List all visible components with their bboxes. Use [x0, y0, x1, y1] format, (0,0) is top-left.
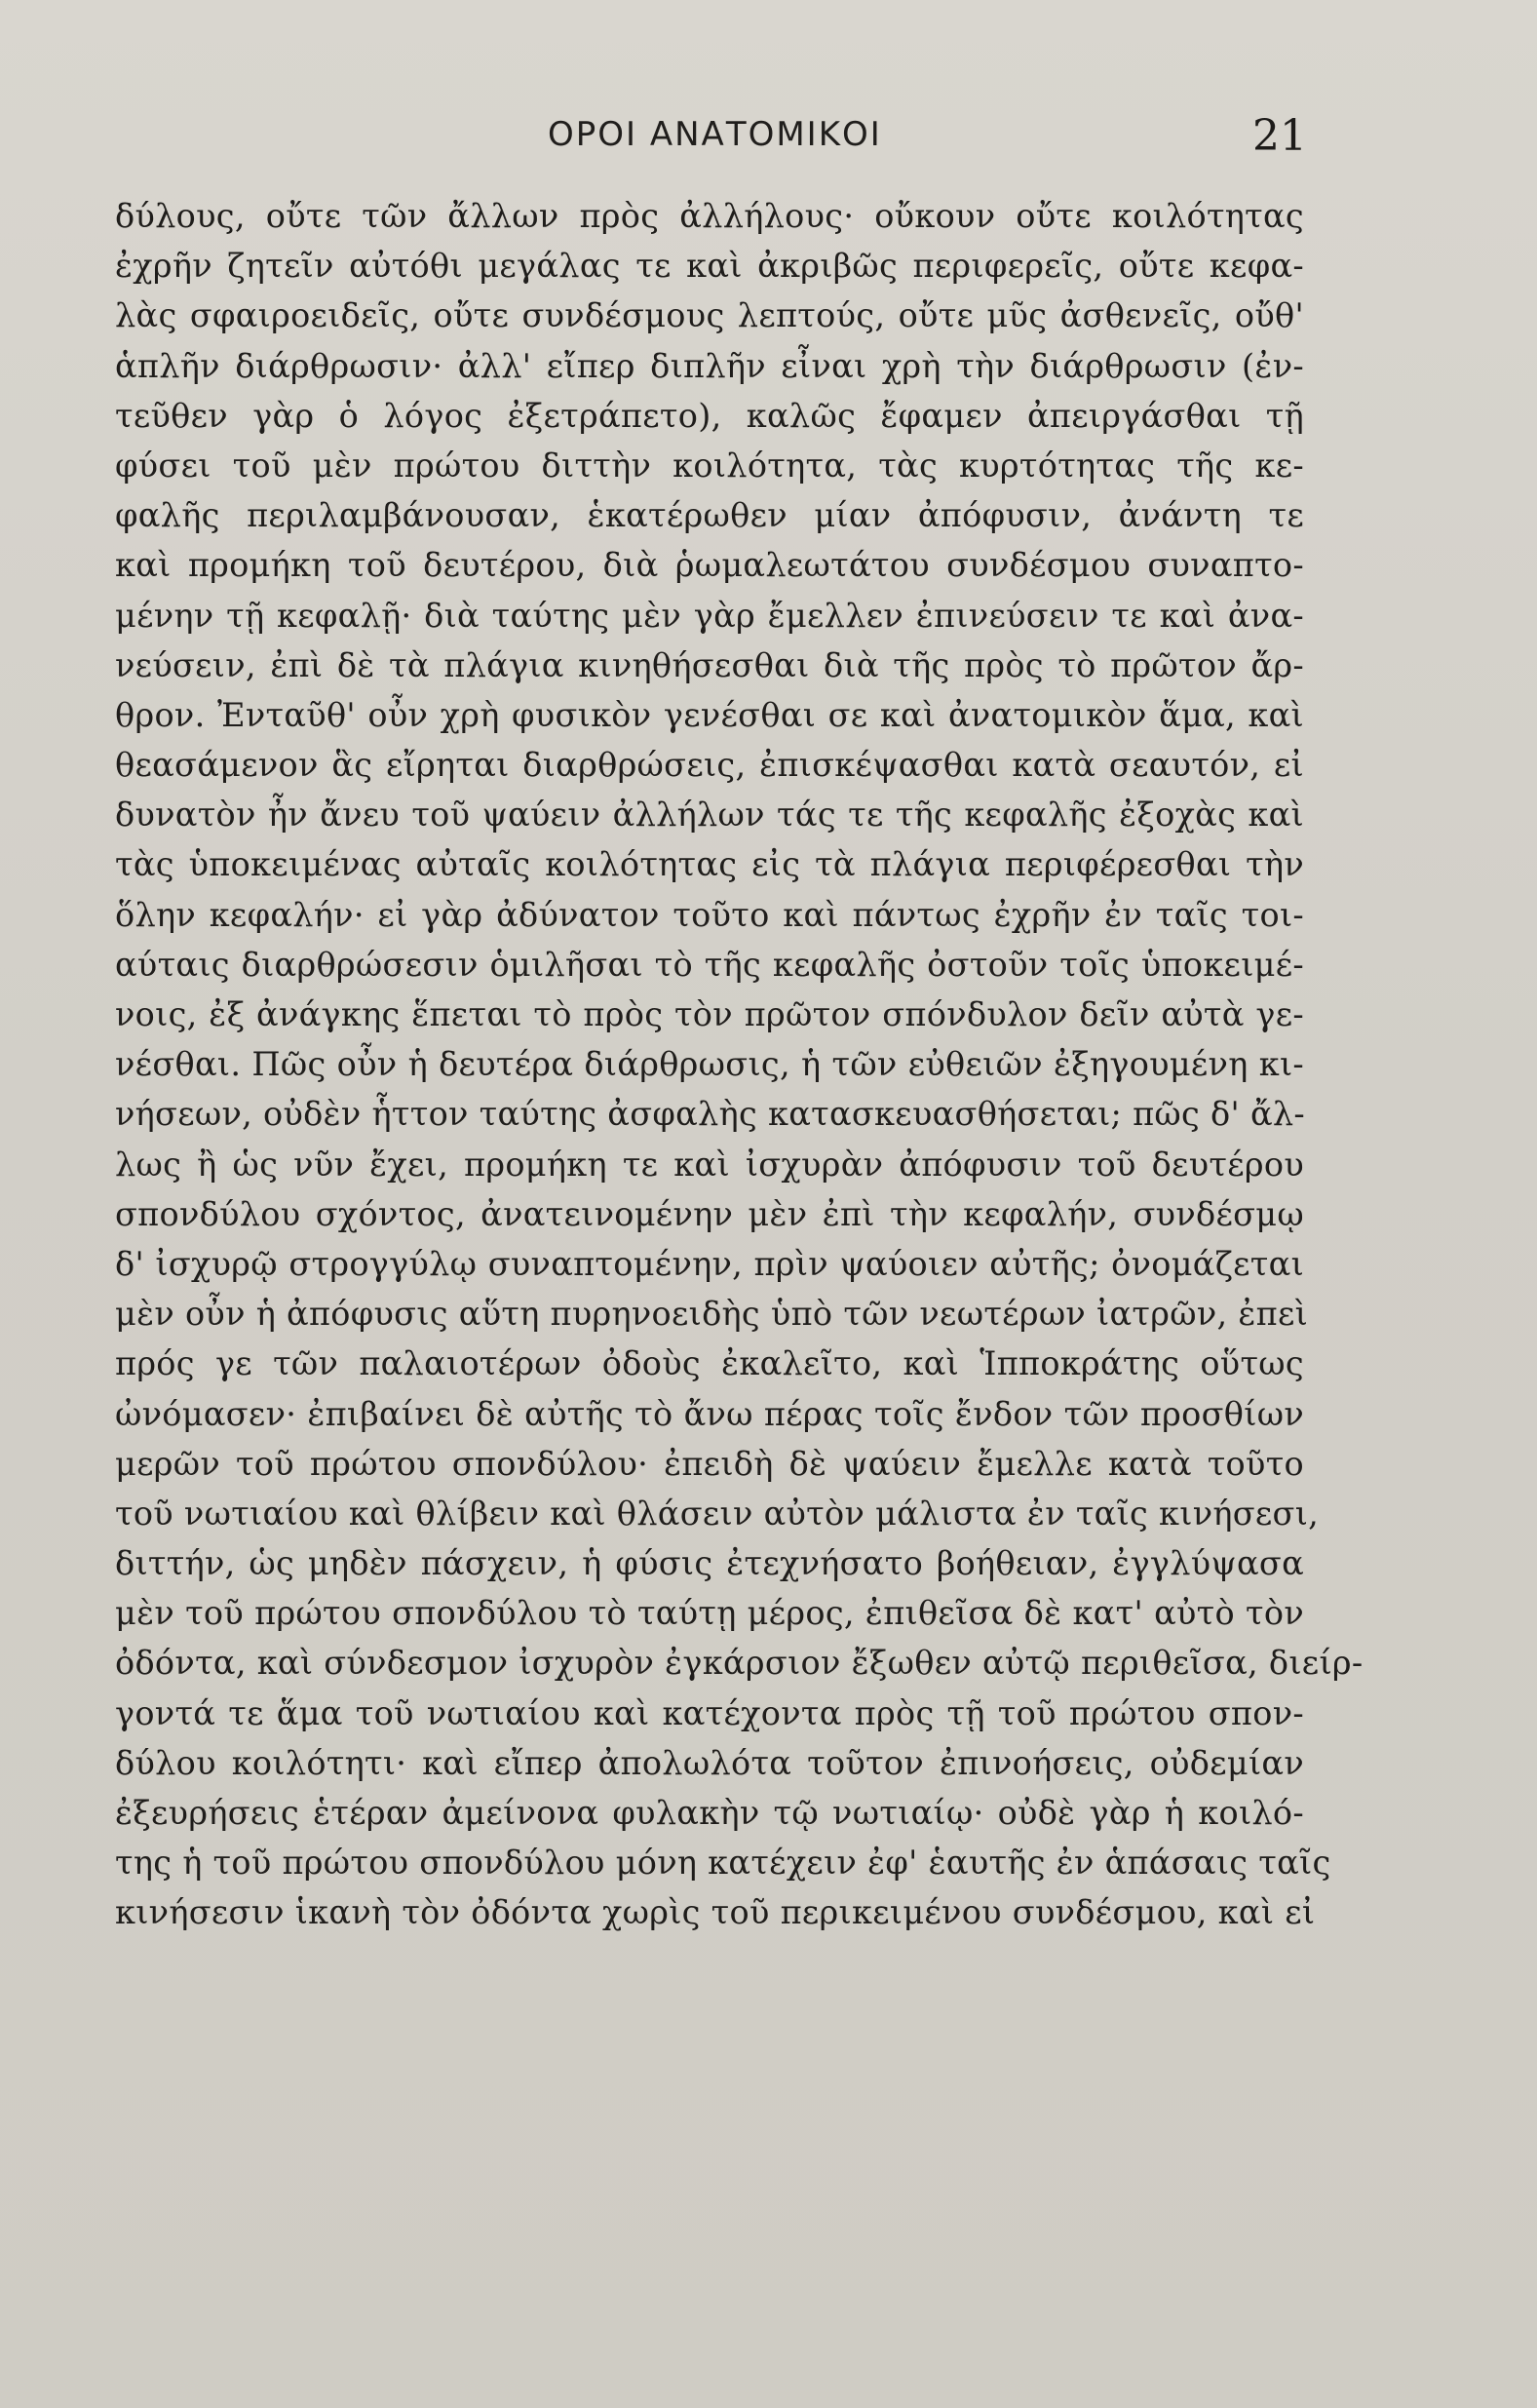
page-header	[0, 111, 1537, 174]
text-line: τὰς ὑποκειμένας αὐταῖς κοιλότητας εἰς τὰ πλάγια περιφέρεσθαι τὴν	[115, 845, 1304, 884]
running-head: ΟΡΟΙ ΑΝΑΤΟΜΙΚΟΙ	[548, 115, 882, 154]
text-line: πρός γε τῶν παλαιοτέρων ὀδοὺς ἐκαλεῖτο, καὶ Ἱπποκράτης οὕτως	[115, 1344, 1304, 1383]
text-line: νήσεων, οὐδὲν ἧττον ταύτης ἀσφαλὴς κατασκευασθήσεται; πῶς δ' ἄλ-	[115, 1095, 1306, 1134]
text-line: ἐξευρήσεις ἑτέραν ἀμείνονα φυλακὴν τῷ νωτιαίῳ· οὐδὲ γὰρ ἡ κοιλό-	[115, 1794, 1304, 1832]
text-line: αύταις διαρθρώσεσιν ὁμιλῆσαι τὸ τῆς κεφαλῆς ὀστοῦν τοῖς ὑποκειμέ-	[115, 945, 1304, 984]
text-line: τεῦθεν γὰρ ὁ λόγος ἐξετράπετο), καλῶς ἔφαμεν ἀπειργάσθαι τῇ	[115, 396, 1304, 435]
text-line: δυνατὸν ἦν ἄνευ τοῦ ψαύειν ἀλλήλων τάς τε τῆς κεφαλῆς ἐξοχὰς καὶ	[115, 796, 1304, 835]
text-line: δ' ἰσχυρῷ στρογγύλῳ συναπτομένην, πρὶν ψαύοιεν αὐτῆς; ὀνομάζεται	[115, 1244, 1304, 1283]
text-line: δύλους, οὔτε τῶν ἄλλων πρὸς ἀλλήλους· οὔκουν οὔτε κοιλότητας	[115, 197, 1304, 235]
text-line: ὀδόντα, καὶ σύνδεσμον ἰσχυρὸν ἐγκάρσιον ἔξωθεν αὐτῷ περιθεῖσα, διείρ-	[115, 1644, 1364, 1683]
text-line: γοντά τε ἅμα τοῦ νωτιαίου καὶ κατέχοντα πρὸς τῇ τοῦ πρώτου σπον-	[115, 1693, 1304, 1732]
text-line: ἐχρῆν ζητεῖν αὐτόθι μεγάλας τε καὶ ἀκριβῶς περιφερεῖς, οὔτε κεφα-	[115, 247, 1304, 286]
text-line: ἁπλῆν διάρθρωσιν· ἀλλ' εἴπερ διπλῆν εἶναι χρὴ τὴν διάρθρωσιν (ἐν-	[115, 346, 1304, 385]
text-line: της ἡ τοῦ πρώτου σπονδύλου μόνη κατέχειν ἐφ' ἑαυτῆς ἐν ἁπάσαις ταῖς	[115, 1844, 1331, 1883]
body-text	[115, 191, 1364, 1938]
text-line: ὅλην κεφαλήν· εἰ γὰρ ἀδύνατον τοῦτο καὶ πάντως ἐχρῆν ἐν ταῖς τοι-	[115, 895, 1304, 934]
text-line: διττήν, ὡς μηδὲν πάσχειν, ἡ φύσις ἐτεχνήσατο βοήθειαν, ἐγγλύψασα	[115, 1544, 1304, 1583]
text-line: μένην τῇ κεφαλῇ· διὰ ταύτης μὲν γὰρ ἔμελλεν ἐπινεύσειν τε καὶ ἀνα-	[115, 596, 1304, 635]
text-line: ὠνόμασεν· ἐπιβαίνει δὲ αὐτῆς τὸ ἄνω πέρας τοῖς ἔνδον τῶν προσθίων	[115, 1394, 1304, 1433]
text-line: σπονδύλου σχόντος, ἀνατεινομένην μὲν ἐπὶ τὴν κεφαλήν, συνδέσμῳ	[115, 1194, 1304, 1233]
text-line: μὲν οὖν ἡ ἀπόφυσις αὕτη πυρηνοειδὴς ὑπὸ τῶν νεωτέρων ἰατρῶν, ἐπεὶ	[115, 1295, 1309, 1334]
text-line: νέσθαι. Πῶς οὖν ἡ δευτέρα διάρθρωσις, ἡ τῶν εὐθειῶν ἐξηγουμένη κι-	[115, 1045, 1304, 1084]
text-line: θρον. Ἐνταῦθ' οὖν χρὴ φυσικὸν γενέσθαι σε καὶ ἀνατομικὸν ἅμα, καὶ	[115, 695, 1304, 734]
text-line: λως ἢ ὡς νῦν ἔχει, προμήκη τε καὶ ἰσχυρὰν ἀπόφυσιν τοῦ δευτέρου	[115, 1145, 1304, 1184]
text-line: καὶ προμήκη τοῦ δευτέρου, διὰ ῥωμαλεωτάτου συνδέσμου συναπτο-	[115, 546, 1304, 585]
text-line: νοις, ἐξ ἀνάγκης ἕπεται τὸ πρὸς τὸν πρῶτον σπόνδυλον δεῖν αὐτὰ γε-	[115, 995, 1304, 1033]
text-line: μερῶν τοῦ πρώτου σπονδύλου· ἐπειδὴ δὲ ψαύειν ἔμελλε κατὰ τοῦτο	[115, 1444, 1304, 1483]
page-number: 21	[1252, 111, 1307, 161]
text-line: μὲν τοῦ πρώτου σπονδύλου τὸ ταύτῃ μέρος, ἐπιθεῖσα δὲ κατ' αὐτὸ τὸν	[115, 1594, 1304, 1633]
text-line: τοῦ νωτιαίου καὶ θλίβειν καὶ θλάσειν αὐτὸν μάλιστα ἐν ταῖς κινήσεσι,	[115, 1494, 1320, 1533]
text-line: λὰς σφαιροειδεῖς, οὔτε συνδέσμους λεπτούς, οὔτε μῦς ἀσθενεῖς, οὔθ'	[115, 296, 1304, 335]
text-line: νεύσειν, ἐπὶ δὲ τὰ πλάγια κινηθήσεσθαι διὰ τῆς πρὸς τὸ πρῶτον ἄρ-	[115, 645, 1304, 684]
text-line: δύλου κοιλότητι· καὶ εἴπερ ἀπολωλότα τοῦτον ἐπινοήσεις, οὐδεμίαν	[115, 1743, 1304, 1782]
text-line: φύσει τοῦ μὲν πρώτου διττὴν κοιλότητα, τὰς κυρτότητας τῆς κε-	[115, 446, 1304, 485]
text-line: θεασάμενον ἃς εἴρηται διαρθρώσεις, ἐπισκέψασθαι κατὰ σεαυτόν, εἰ	[115, 746, 1304, 785]
text-line: κινήσεσιν ἱκανὴ τὸν ὀδόντα χωρὶς τοῦ περικειμένου συνδέσμου, καὶ εἰ	[115, 1893, 1316, 1932]
text-line: φαλῆς περιλαμβάνουσαν, ἑκατέρωθεν μίαν ἀπόφυσιν, ἀνάντη τε	[115, 496, 1304, 535]
